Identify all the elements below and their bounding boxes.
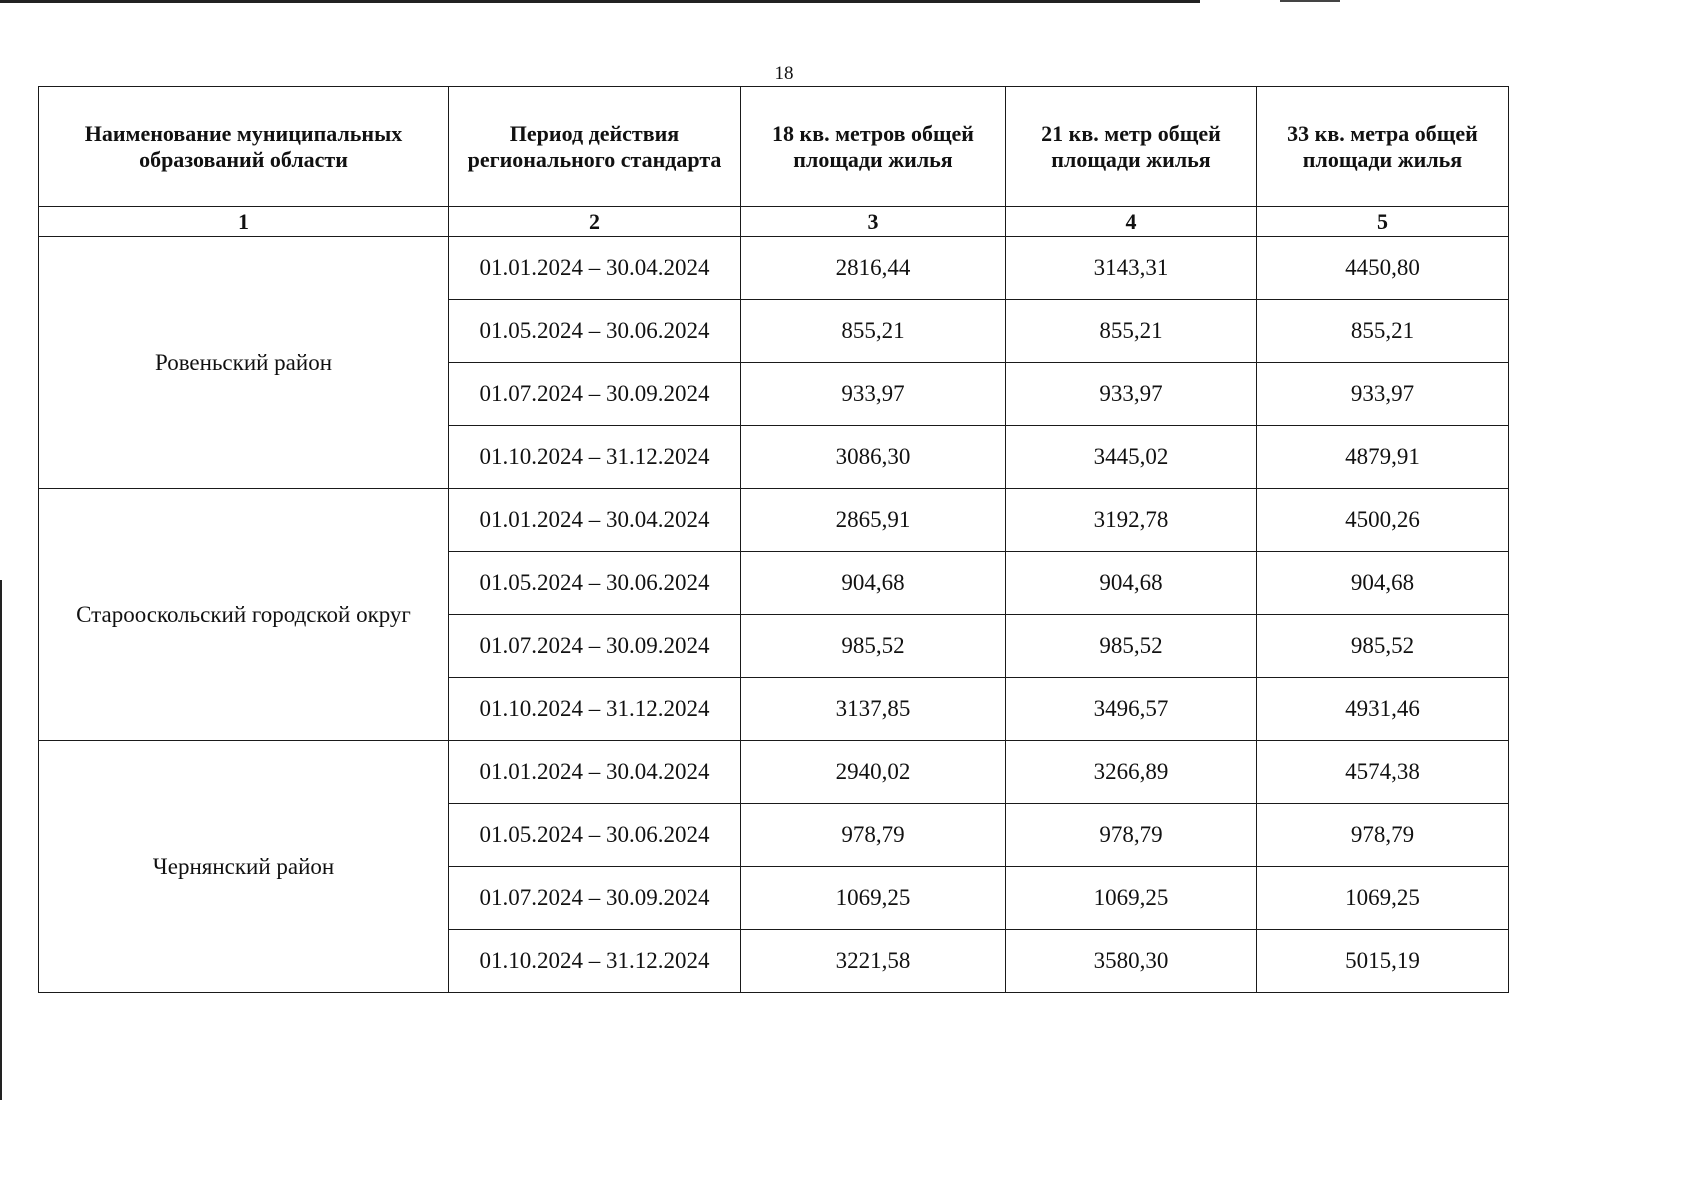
value-33-cell: 985,52 bbox=[1257, 615, 1509, 678]
scan-edge-top bbox=[0, 0, 1200, 3]
value-21-cell: 3143,31 bbox=[1006, 237, 1257, 300]
region-name: Ровеньский район bbox=[39, 237, 449, 489]
value-33-cell: 4450,80 bbox=[1257, 237, 1509, 300]
period-cell: 01.05.2024 – 30.06.2024 bbox=[449, 552, 741, 615]
value-33-cell: 4879,91 bbox=[1257, 426, 1509, 489]
column-number: 2 bbox=[449, 207, 741, 237]
value-18-cell: 2865,91 bbox=[741, 489, 1006, 552]
value-18-cell: 855,21 bbox=[741, 300, 1006, 363]
value-33-cell: 933,97 bbox=[1257, 363, 1509, 426]
value-21-cell: 1069,25 bbox=[1006, 867, 1257, 930]
standards-table bbox=[38, 86, 1509, 993]
column-number: 1 bbox=[39, 207, 449, 237]
value-33-cell: 1069,25 bbox=[1257, 867, 1509, 930]
header-period: Период действия регионального стандарта bbox=[449, 87, 741, 207]
value-21-cell: 985,52 bbox=[1006, 615, 1257, 678]
value-18-cell: 3137,85 bbox=[741, 678, 1006, 741]
column-number: 3 bbox=[741, 207, 1006, 237]
value-21-cell: 3580,30 bbox=[1006, 930, 1257, 993]
value-33-cell: 978,79 bbox=[1257, 804, 1509, 867]
value-18-cell: 1069,25 bbox=[741, 867, 1006, 930]
value-33-cell: 855,21 bbox=[1257, 300, 1509, 363]
value-33-cell: 4574,38 bbox=[1257, 741, 1509, 804]
value-18-cell: 933,97 bbox=[741, 363, 1006, 426]
period-cell: 01.01.2024 – 30.04.2024 bbox=[449, 237, 741, 300]
value-18-cell: 978,79 bbox=[741, 804, 1006, 867]
period-cell: 01.10.2024 – 31.12.2024 bbox=[449, 930, 741, 993]
value-21-cell: 904,68 bbox=[1006, 552, 1257, 615]
value-33-cell: 904,68 bbox=[1257, 552, 1509, 615]
value-18-cell: 985,52 bbox=[741, 615, 1006, 678]
value-21-cell: 933,97 bbox=[1006, 363, 1257, 426]
period-cell: 01.01.2024 – 30.04.2024 bbox=[449, 489, 741, 552]
value-18-cell: 2816,44 bbox=[741, 237, 1006, 300]
period-cell: 01.07.2024 – 30.09.2024 bbox=[449, 615, 741, 678]
scan-edge-left bbox=[0, 580, 2, 1100]
period-cell: 01.10.2024 – 31.12.2024 bbox=[449, 678, 741, 741]
period-cell: 01.05.2024 – 30.06.2024 bbox=[449, 804, 741, 867]
scan-edge-top-right bbox=[1280, 0, 1340, 2]
value-21-cell: 3266,89 bbox=[1006, 741, 1257, 804]
value-33-cell: 4500,26 bbox=[1257, 489, 1509, 552]
value-18-cell: 3086,30 bbox=[741, 426, 1006, 489]
table-row bbox=[39, 237, 1509, 300]
value-18-cell: 3221,58 bbox=[741, 930, 1006, 993]
header-row bbox=[39, 87, 1509, 207]
value-33-cell: 5015,19 bbox=[1257, 930, 1509, 993]
header-21-sqm: 21 кв. метр общей площади жилья bbox=[1006, 87, 1257, 207]
header-33-sqm: 33 кв. метра общей площади жилья bbox=[1257, 87, 1509, 207]
table-row bbox=[39, 741, 1509, 804]
column-number: 5 bbox=[1257, 207, 1509, 237]
value-18-cell: 904,68 bbox=[741, 552, 1006, 615]
value-33-cell: 4931,46 bbox=[1257, 678, 1509, 741]
period-cell: 01.07.2024 – 30.09.2024 bbox=[449, 363, 741, 426]
value-18-cell: 2940,02 bbox=[741, 741, 1006, 804]
page-number: 18 bbox=[774, 63, 794, 84]
value-21-cell: 3192,78 bbox=[1006, 489, 1257, 552]
value-21-cell: 3496,57 bbox=[1006, 678, 1257, 741]
header-municipality: Наименование муниципальных образований области bbox=[39, 87, 449, 207]
value-21-cell: 3445,02 bbox=[1006, 426, 1257, 489]
header-18-sqm: 18 кв. метров общей площади жилья bbox=[741, 87, 1006, 207]
region-name: Старооскольский городской округ bbox=[39, 489, 449, 741]
period-cell: 01.10.2024 – 31.12.2024 bbox=[449, 426, 741, 489]
value-21-cell: 978,79 bbox=[1006, 804, 1257, 867]
period-cell: 01.07.2024 – 30.09.2024 bbox=[449, 867, 741, 930]
period-cell: 01.01.2024 – 30.04.2024 bbox=[449, 741, 741, 804]
period-cell: 01.05.2024 – 30.06.2024 bbox=[449, 300, 741, 363]
column-number-row bbox=[39, 207, 1509, 237]
region-name: Чернянский район bbox=[39, 741, 449, 993]
column-number: 4 bbox=[1006, 207, 1257, 237]
table-row bbox=[39, 489, 1509, 552]
value-21-cell: 855,21 bbox=[1006, 300, 1257, 363]
